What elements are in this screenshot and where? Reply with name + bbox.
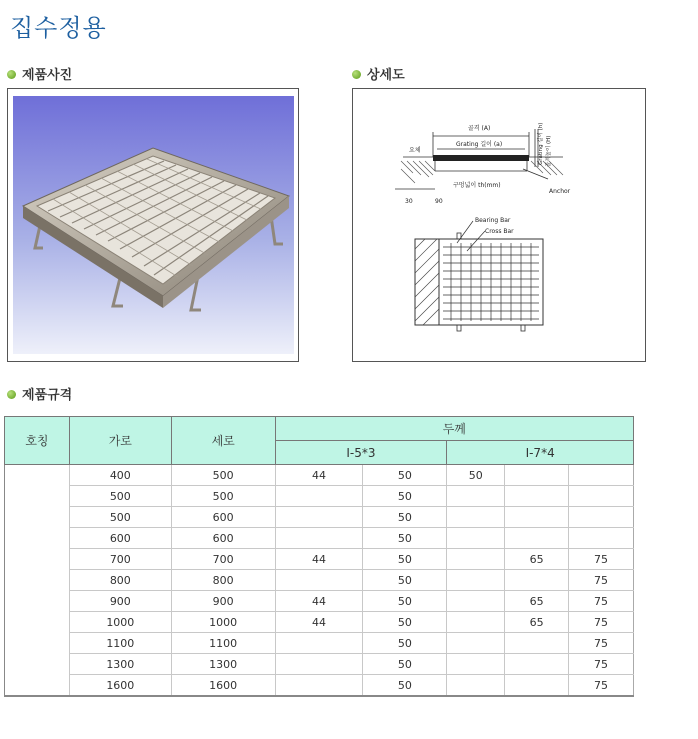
detail-drawing — [353, 89, 645, 361]
drawing-label-anchor: Anchor — [549, 188, 571, 195]
table-cell: 50 — [363, 465, 447, 486]
table-cell: 400 — [69, 465, 171, 486]
table-cell: 800 — [171, 570, 275, 591]
product-photo-frame — [7, 88, 299, 362]
table-cell — [275, 675, 363, 697]
drawing-label-a: 골격 (A) — [468, 125, 491, 132]
table-cell: 44 — [275, 549, 363, 570]
drawing-label-30: 30 — [405, 198, 413, 205]
header-group-1: I-5*3 — [275, 441, 447, 465]
table-cell: 1000 — [171, 612, 275, 633]
header-sero: 세로 — [171, 417, 275, 465]
bullet-icon — [7, 70, 16, 79]
table-cell: 600 — [171, 528, 275, 549]
table-cell: 1300 — [171, 654, 275, 675]
table-cell: 50 — [363, 528, 447, 549]
table-cell — [447, 591, 505, 612]
table-cell — [505, 528, 569, 549]
table-cell: 50 — [363, 570, 447, 591]
table-row — [5, 549, 634, 570]
table-cell — [447, 570, 505, 591]
table-cell: 1000 — [69, 612, 171, 633]
table-cell: 50 — [363, 675, 447, 697]
table-cell: 900 — [69, 591, 171, 612]
header-garo: 가로 — [69, 417, 171, 465]
page-title: 집수정용 — [10, 14, 107, 42]
section-drawing-heading — [352, 64, 405, 83]
table-cell: 50 — [363, 591, 447, 612]
table-cell — [569, 465, 634, 486]
table-cell: 800 — [69, 570, 171, 591]
table-cell — [275, 528, 363, 549]
table-cell — [275, 570, 363, 591]
table-cell: 75 — [569, 612, 634, 633]
table-cell — [569, 486, 634, 507]
table-cell: 75 — [569, 591, 634, 612]
table-cell: 50 — [447, 465, 505, 486]
section-spec-heading — [7, 384, 72, 403]
table-cell — [447, 486, 505, 507]
drawing-label-grating: Grating 길이 (a) — [456, 141, 503, 148]
table-cell — [569, 528, 634, 549]
table-cell: 75 — [569, 675, 634, 697]
table-cell: 44 — [275, 591, 363, 612]
table-cell: 700 — [171, 549, 275, 570]
table-cell — [505, 507, 569, 528]
table-cell: 65 — [505, 549, 569, 570]
table-cell: 75 — [569, 633, 634, 654]
product-photo — [13, 96, 294, 354]
table-cell: 1600 — [69, 675, 171, 697]
table-cell: 75 — [569, 570, 634, 591]
table-row — [5, 570, 634, 591]
drawing-label-right-1: Grating 길이 (h) — [538, 122, 544, 165]
table-cell: 500 — [69, 486, 171, 507]
table-cell: 1100 — [69, 633, 171, 654]
table-cell: 50 — [363, 507, 447, 528]
table-cell: 65 — [505, 612, 569, 633]
table-cell: 50 — [363, 633, 447, 654]
table-row — [5, 528, 634, 549]
drawing-label-right-2: 골격높이 (H) — [546, 135, 552, 167]
table-cell — [569, 507, 634, 528]
table-row — [5, 654, 634, 675]
table-cell — [447, 633, 505, 654]
table-cell: 50 — [363, 654, 447, 675]
drawing-label-bearing: Bearing Bar — [475, 217, 511, 224]
table-cell: 600 — [171, 507, 275, 528]
table-cell — [447, 675, 505, 697]
table-cell: 700 — [69, 549, 171, 570]
detail-drawing-frame — [352, 88, 646, 362]
header-group-2: I-7*4 — [447, 441, 634, 465]
table-row — [5, 465, 634, 486]
section-photo-heading — [7, 64, 72, 83]
spec-table — [4, 416, 634, 697]
bullet-icon — [7, 390, 16, 399]
table-cell — [505, 654, 569, 675]
table-cell: 50 — [363, 612, 447, 633]
header-dukke: 두께 — [275, 417, 633, 441]
spec-table-body — [5, 465, 634, 697]
table-cell: 65 — [505, 591, 569, 612]
table-row — [5, 507, 634, 528]
table-cell: 900 — [171, 591, 275, 612]
table-cell — [447, 654, 505, 675]
table-cell: 50 — [363, 549, 447, 570]
table-cell: 500 — [171, 465, 275, 486]
table-cell: 44 — [275, 465, 363, 486]
table-row — [5, 675, 634, 697]
table-cell: 44 — [275, 612, 363, 633]
table-cell: 600 — [69, 528, 171, 549]
table-row — [5, 633, 634, 654]
table-cell: 75 — [569, 549, 634, 570]
table-cell — [505, 633, 569, 654]
table-cell — [505, 570, 569, 591]
table-cell: 50 — [363, 486, 447, 507]
table-row — [5, 486, 634, 507]
table-cell — [505, 486, 569, 507]
drawing-label-opening: 구멍넓이 th(mm) — [453, 182, 501, 189]
table-cell — [275, 654, 363, 675]
table-cell — [275, 486, 363, 507]
table-cell — [505, 465, 569, 486]
hoching-cell — [5, 465, 70, 697]
section-drawing-title: 상세도 — [367, 68, 405, 83]
table-cell: 1600 — [171, 675, 275, 697]
table-cell: 1300 — [69, 654, 171, 675]
table-cell: 1100 — [171, 633, 275, 654]
table-cell — [275, 633, 363, 654]
drawing-label-90: 90 — [435, 198, 443, 205]
table-cell — [447, 507, 505, 528]
section-photo-title: 제품사진 — [22, 68, 73, 83]
section-spec-title: 제품규격 — [22, 388, 73, 403]
table-cell — [447, 549, 505, 570]
table-cell — [505, 675, 569, 697]
table-cell: 500 — [69, 507, 171, 528]
table-cell — [447, 528, 505, 549]
table-cell — [275, 507, 363, 528]
drawing-label-cross: Cross Bar — [485, 228, 514, 235]
table-cell — [447, 612, 505, 633]
table-row — [5, 612, 634, 633]
table-cell: 75 — [569, 654, 634, 675]
bullet-icon — [352, 70, 361, 79]
table-cell: 500 — [171, 486, 275, 507]
drawing-label-yoche: 요체 — [409, 147, 421, 154]
table-row — [5, 591, 634, 612]
header-hoching: 호칭 — [5, 417, 70, 465]
